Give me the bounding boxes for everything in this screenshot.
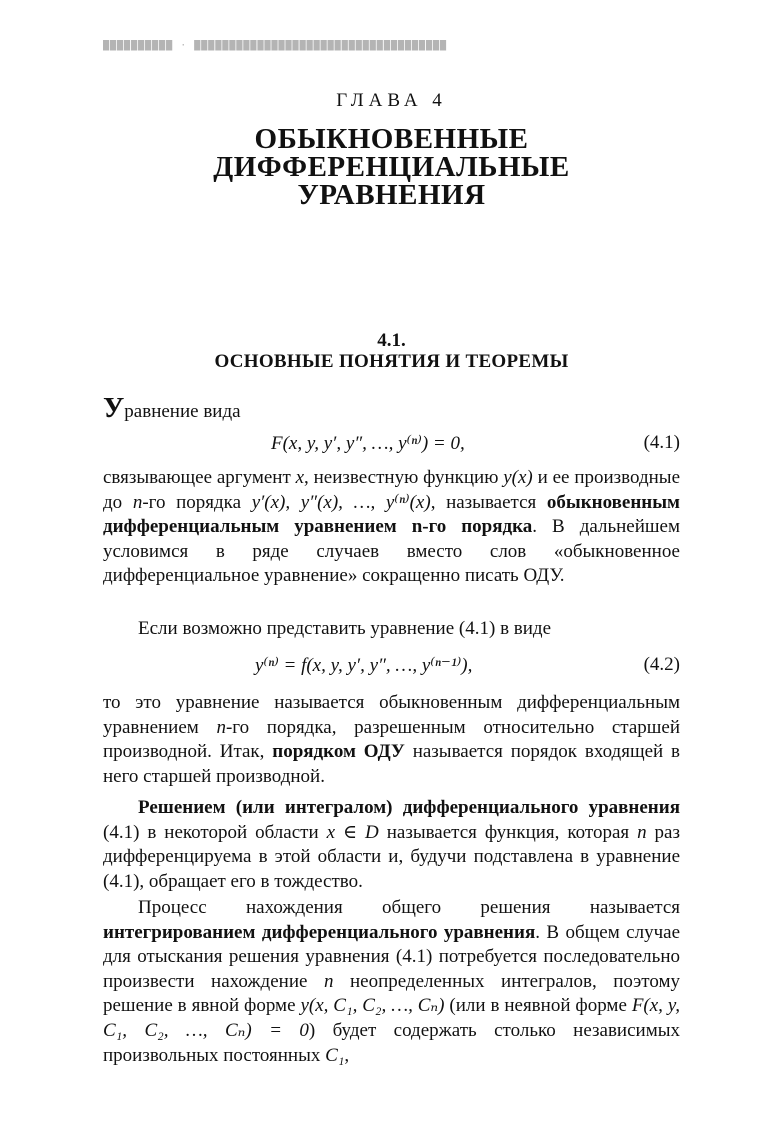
text-run: неопределенных интегралов, поэтому решение в явной форме — [103, 970, 680, 1017]
paragraph-intro-4-2: Если возможно представить уравнение (4.1) в виде — [138, 618, 552, 639]
text-run: Процесс нахождения общего решения называется — [138, 897, 680, 918]
text-run: называется функция, которая — [378, 821, 638, 843]
term-bold: интегрированием дифференциального уравнения — [103, 921, 536, 943]
running-header: ██████████ · ████████████████████████████████████ — [103, 40, 448, 51]
text-run: , — [344, 1044, 350, 1066]
text-run: -го порядка, разрешенным относительно старшей производной. Итак, — [103, 716, 680, 763]
text-run: то это уравнение называется обыкновенным дифференциальным уравнением — [103, 692, 680, 738]
intro-line — [103, 392, 241, 425]
math-var: C₁ — [325, 1044, 345, 1066]
text-run: . В общем случае для отыскания решения уравнения (4.1) потребуется последовательно произвести нахождение — [103, 921, 681, 992]
chapter-label: ГЛАВА 4 — [336, 90, 447, 111]
text-run: раз дифференцируема в этой области и, будучи подставлена в уравнение (4.1), обращает его в тождество. — [103, 821, 680, 892]
text-run: , неизвестную функцию — [304, 467, 504, 488]
math-var: n — [323, 970, 334, 992]
text-run: связывающее аргумент — [103, 467, 296, 488]
text-run: -го порядка — [142, 491, 252, 513]
math-var: x — [295, 467, 305, 488]
paragraph-integration — [103, 896, 680, 1068]
text-run: . В дальнейшем условимся в ряде случаев вместо слов «обыкновенное дифференциальное уравнение» сокращенно писать ОДУ. — [103, 516, 680, 587]
math-var: n — [216, 716, 226, 738]
paragraph-definition — [103, 466, 680, 589]
text-run: (или в неявной форме — [444, 995, 632, 1017]
term-bold: обыкновенным дифференциальным уравнением n-го порядка — [103, 491, 680, 538]
math-expr: x ∈ D — [326, 821, 379, 843]
math-expr: y(x, C₁, C₂, …, Cₙ) — [300, 995, 445, 1017]
math-var: n — [132, 491, 143, 513]
section-number: 4.1. — [377, 330, 406, 351]
text-run: называется порядок входящей в него старшей производной. — [103, 741, 681, 787]
drop-cap: У — [103, 392, 125, 424]
math-var: n — [637, 821, 647, 843]
math-expr: F(x, y, C₁, C₂, …, Cₙ) = 0 — [103, 995, 680, 1041]
equation-number: (4.1) — [643, 432, 680, 453]
paragraph-solution — [103, 796, 680, 894]
text-run: (4.1) в некоторой области — [103, 821, 327, 843]
math-expr: y′(x), y″(x), …, y⁽ⁿ⁾(x) — [251, 491, 431, 513]
paragraph-order — [103, 691, 680, 789]
chapter-title: ОБЫКНОВЕННЫЕ ДИФФЕРЕНЦИАЛЬНЫЕ УРАВНЕНИЯ — [213, 123, 570, 211]
section-title: ОСНОВНЫЕ ПОНЯТИЯ И ТЕОРЕМЫ — [214, 351, 569, 372]
text-run: и ее производные до — [103, 467, 680, 513]
equation-formula: F(x, y, y′, y″, …, y⁽ⁿ⁾) = 0, — [271, 433, 465, 454]
equation-number: (4.2) — [643, 654, 680, 675]
equation-formula: y⁽ⁿ⁾ = f(x, y, y′, y″, …, y⁽ⁿ⁻¹⁾), — [255, 655, 473, 676]
term-bold: Решением (или интегралом) дифференциального уравнения — [138, 797, 680, 818]
intro-text: равнение вида — [124, 401, 241, 422]
math-var: y(x) — [503, 467, 533, 488]
text-run: ) будет содержать столько независимых произвольных постоянных — [103, 1019, 680, 1066]
term-bold: порядком ОДУ — [272, 741, 405, 763]
text-run: , называется — [430, 491, 547, 513]
